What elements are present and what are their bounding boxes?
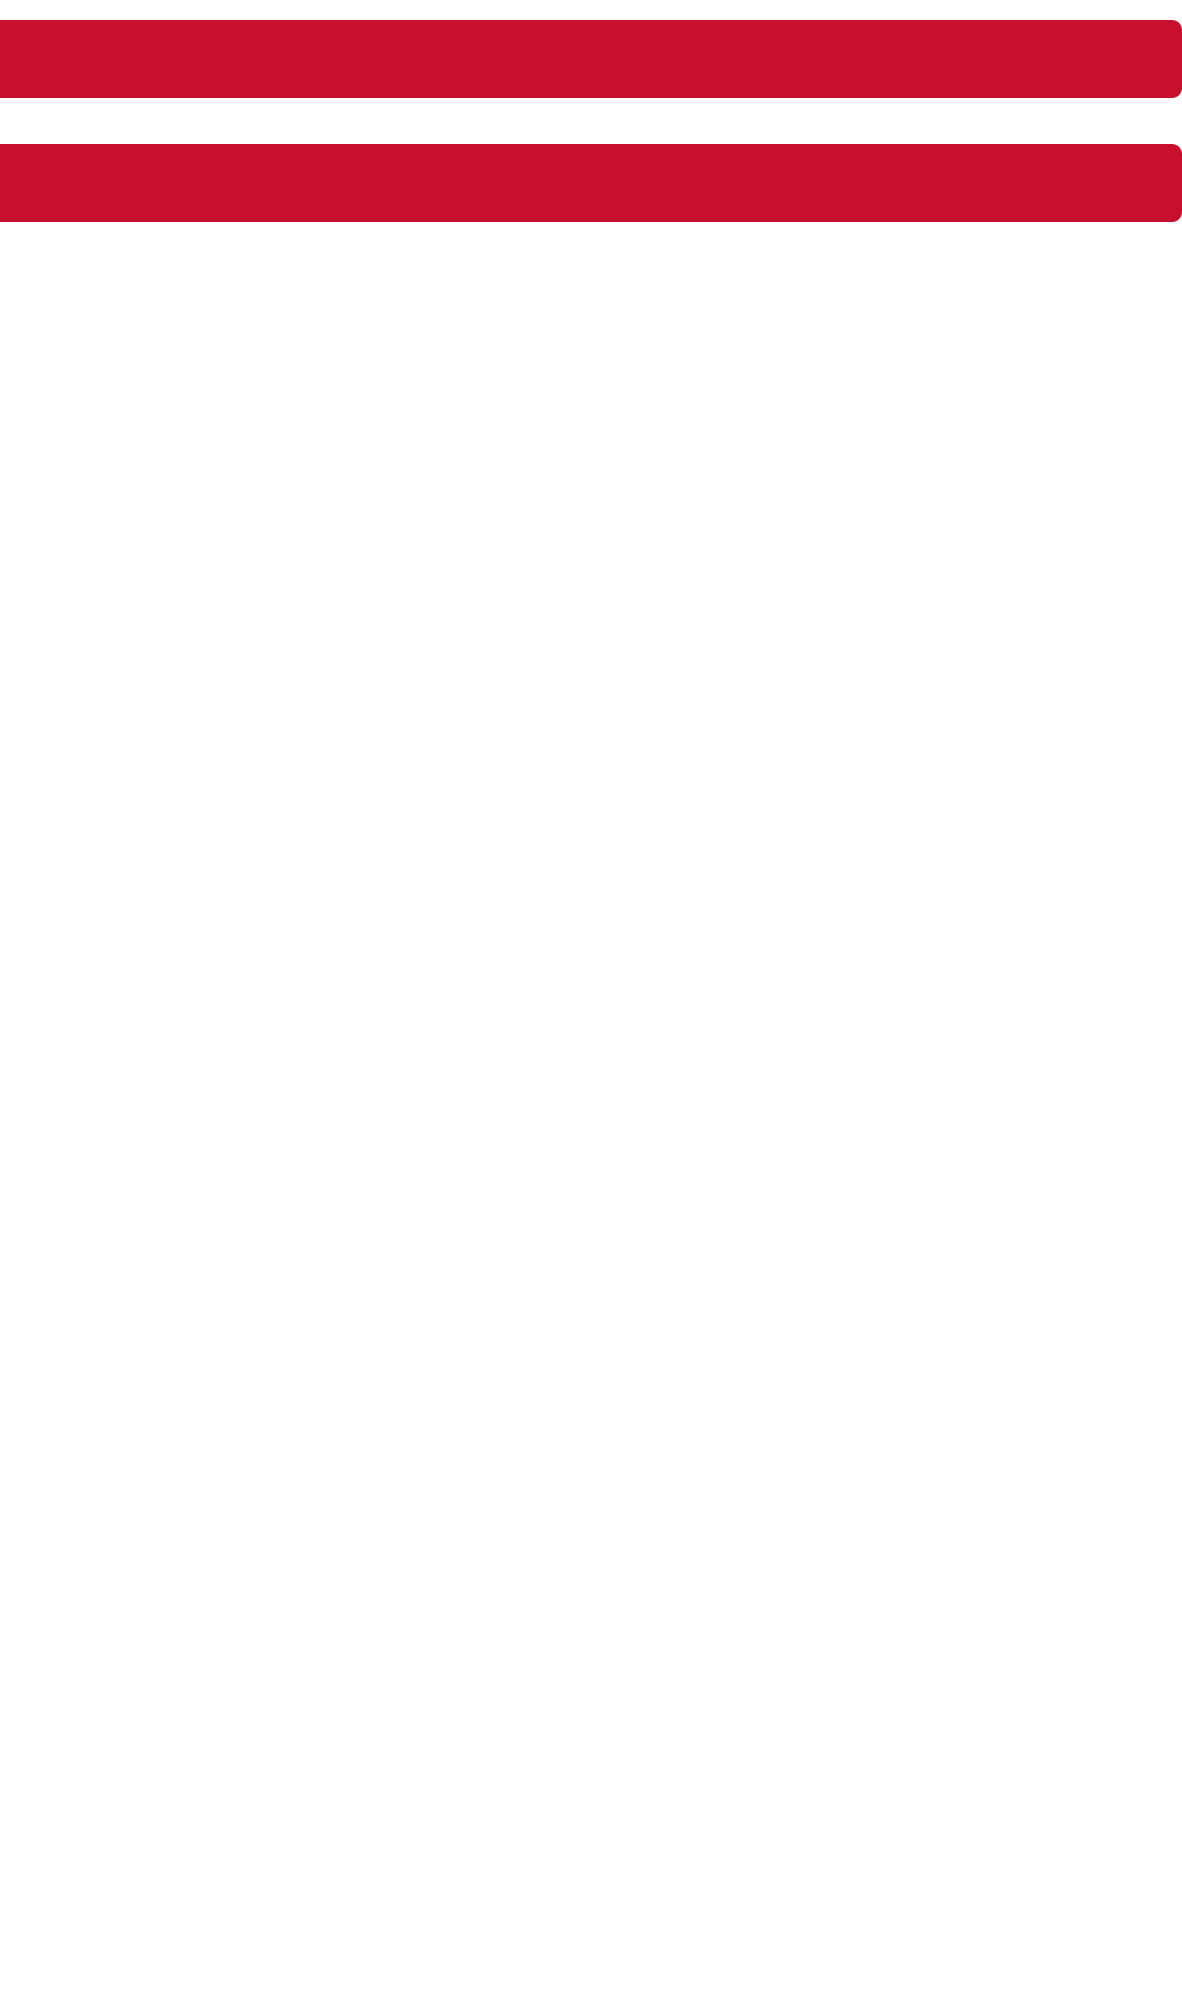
section-banner-causes [0,144,1182,222]
section-banner-summary [0,20,1182,98]
document-content [0,0,1182,244]
